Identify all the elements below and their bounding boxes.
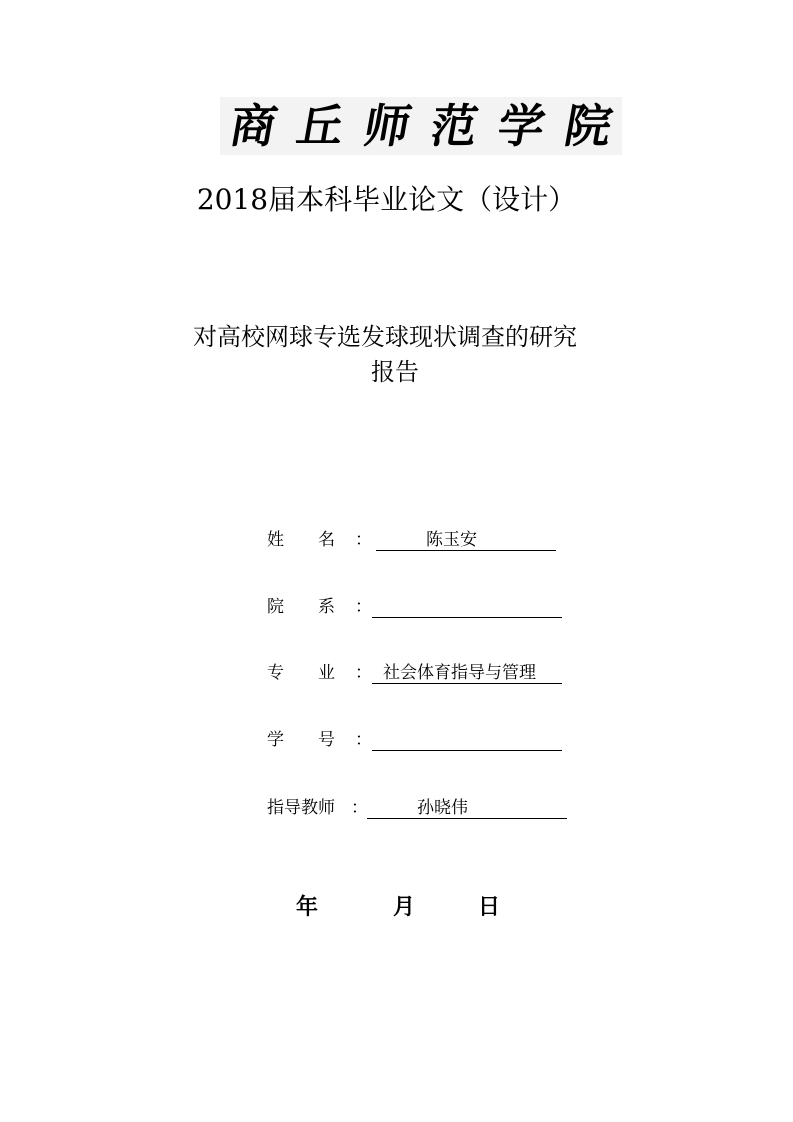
- logo-char: 师: [359, 99, 416, 153]
- logo-char: 商: [225, 99, 282, 153]
- major-colon: ：: [355, 663, 372, 683]
- logo-char: 学: [493, 99, 550, 153]
- date-year: 年: [296, 895, 319, 920]
- name-label: 姓 名: [267, 530, 335, 550]
- thesis-title-line-1: 对高校网球专选发球现状调查的研究: [193, 323, 577, 351]
- major-label: 专 业: [267, 663, 335, 683]
- department-underline: [372, 595, 562, 618]
- major-value: 社会体育指导与管理: [383, 663, 536, 683]
- department-label: 院 系: [267, 597, 335, 617]
- name-colon: ：: [355, 530, 372, 550]
- date-month: 月: [393, 895, 416, 920]
- department-colon: ：: [355, 597, 372, 617]
- student-id-underline: [372, 728, 562, 751]
- student-id-colon: ：: [355, 730, 372, 750]
- name-value: 陈玉安: [426, 530, 477, 550]
- logo-char: 院: [560, 99, 617, 153]
- advisor-label: 指导教师: [267, 798, 335, 818]
- advisor-value: 孙晓伟: [417, 798, 468, 818]
- advisor-colon: ：: [351, 798, 368, 818]
- logo-char: 丘: [292, 99, 349, 153]
- thesis-type-heading: 2018届本科毕业论文（设计）: [196, 183, 577, 216]
- school-logo: [220, 97, 622, 155]
- student-id-label: 学 号: [267, 730, 335, 750]
- logo-char: 范: [426, 99, 483, 153]
- date-day: 日: [478, 895, 501, 920]
- thesis-title-line-2: 报告: [371, 358, 419, 386]
